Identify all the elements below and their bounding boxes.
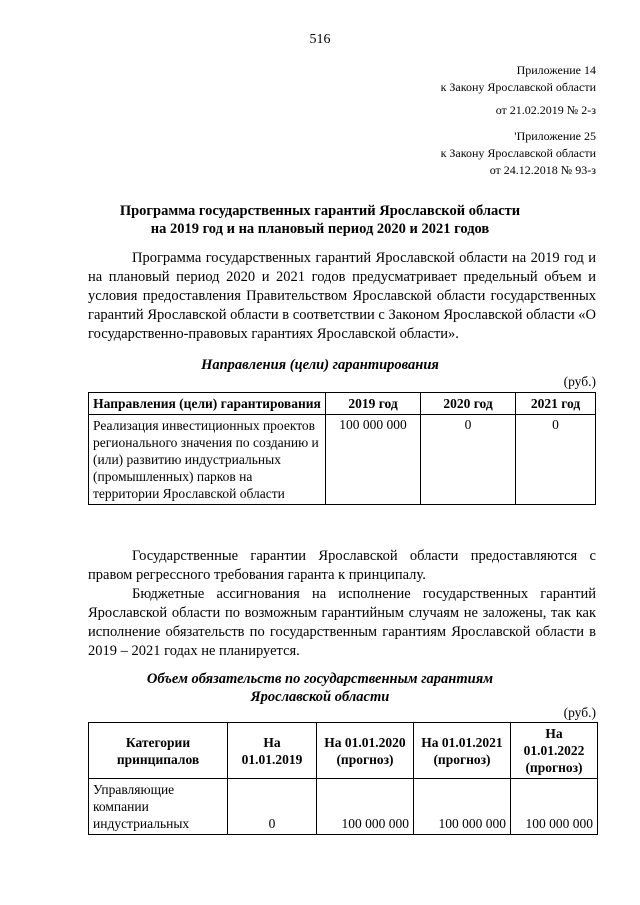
- category-cell: Управляющие компании индустриальных: [89, 779, 228, 835]
- section1-heading: Направления (цели) гарантирования: [201, 357, 439, 373]
- value-2020: 0: [421, 415, 516, 505]
- value-date-2022: 100 000 000: [511, 779, 598, 835]
- appendix-25-line2: к Закону Ярославской области: [440, 146, 596, 160]
- header-date-2019: На 01.01.2019: [228, 723, 317, 779]
- value-date-2019: 0: [228, 779, 317, 835]
- section2-unit: (руб.): [563, 705, 596, 720]
- page-number: 516: [309, 32, 331, 47]
- section2-heading-line2: Ярославской области: [250, 689, 390, 705]
- document-title: [60, 202, 580, 238]
- header-category: Категории принципалов: [89, 723, 228, 779]
- table-header-row: [89, 723, 598, 779]
- section2-heading: [60, 670, 580, 706]
- appendix-25-line1: 'Приложение 25: [514, 129, 596, 143]
- regress-text: Государственные гарантии Ярославской области предоставляются с правом регрессного требования гаранта к принципалу.: [88, 548, 596, 583]
- appendix-25-block: [441, 128, 596, 179]
- title-line1: Программа государственных гарантий Ярославской области: [119, 203, 521, 219]
- header-2021: 2021 год: [516, 393, 596, 415]
- intro-paragraph: [88, 249, 596, 344]
- appendix-14-line2: к Закону Ярославской области: [440, 80, 596, 94]
- intro-text: Программа государственных гарантий Ярославской области на 2019 год и на плановый период 2020 и 2021 годов предусматривает предельный объем и условия предоставления Правительством Ярославской области государственных гарантий Ярославской области в соответствии с Законом Ярославской области «О государственно-правовых гарантиях Ярославской области».: [88, 250, 596, 342]
- table-row: [89, 415, 596, 505]
- section2-heading-line1: Объем обязательств по государственным гарантиям: [146, 671, 494, 687]
- appendix-14-line3: от 21.02.2019 № 2-з: [495, 103, 596, 117]
- value-date-2021: 100 000 000: [414, 779, 511, 835]
- appendix-14-line1: Приложение 14: [516, 63, 596, 77]
- title-line2: на 2019 год и на плановый период 2020 и 2021 годов: [150, 221, 490, 237]
- value-date-2020: 100 000 000: [317, 779, 414, 835]
- regress-paragraph: [88, 547, 596, 585]
- header-2020: 2020 год: [421, 393, 516, 415]
- table-header-row: [89, 393, 596, 415]
- budget-paragraph: [88, 585, 596, 661]
- guarantee-purposes-table: [88, 392, 596, 505]
- header-date-2021: На 01.01.2021 (прогноз): [414, 723, 511, 779]
- header-date-2020: На 01.01.2020 (прогноз): [317, 723, 414, 779]
- value-2019: 100 000 000: [326, 415, 421, 505]
- budget-text: Бюджетные ассигнования на исполнение государственных гарантий Ярославской области по возможным гарантийным случаям не заложены, так как исполнение обязательств по государственным гарантиям Ярославской области в 2019 – 2021 годах не планируется.: [88, 586, 596, 659]
- header-date-2022: На 01.01.2022 (прогноз): [511, 723, 598, 779]
- obligations-table: [88, 722, 598, 835]
- header-purpose: Направления (цели) гарантирования: [89, 393, 326, 415]
- appendix-14-block: [441, 62, 596, 119]
- table-row: [89, 779, 598, 835]
- value-2021: 0: [516, 415, 596, 505]
- purpose-cell: Реализация инвестиционных проектов регионального значения по созданию и (или) развитию индустриальных (промышленных) парков на территории Ярославской области: [89, 415, 326, 505]
- header-2019: 2019 год: [326, 393, 421, 415]
- section1-unit: (руб.): [563, 374, 596, 389]
- appendix-25-line3: от 24.12.2018 № 93-з: [489, 163, 596, 177]
